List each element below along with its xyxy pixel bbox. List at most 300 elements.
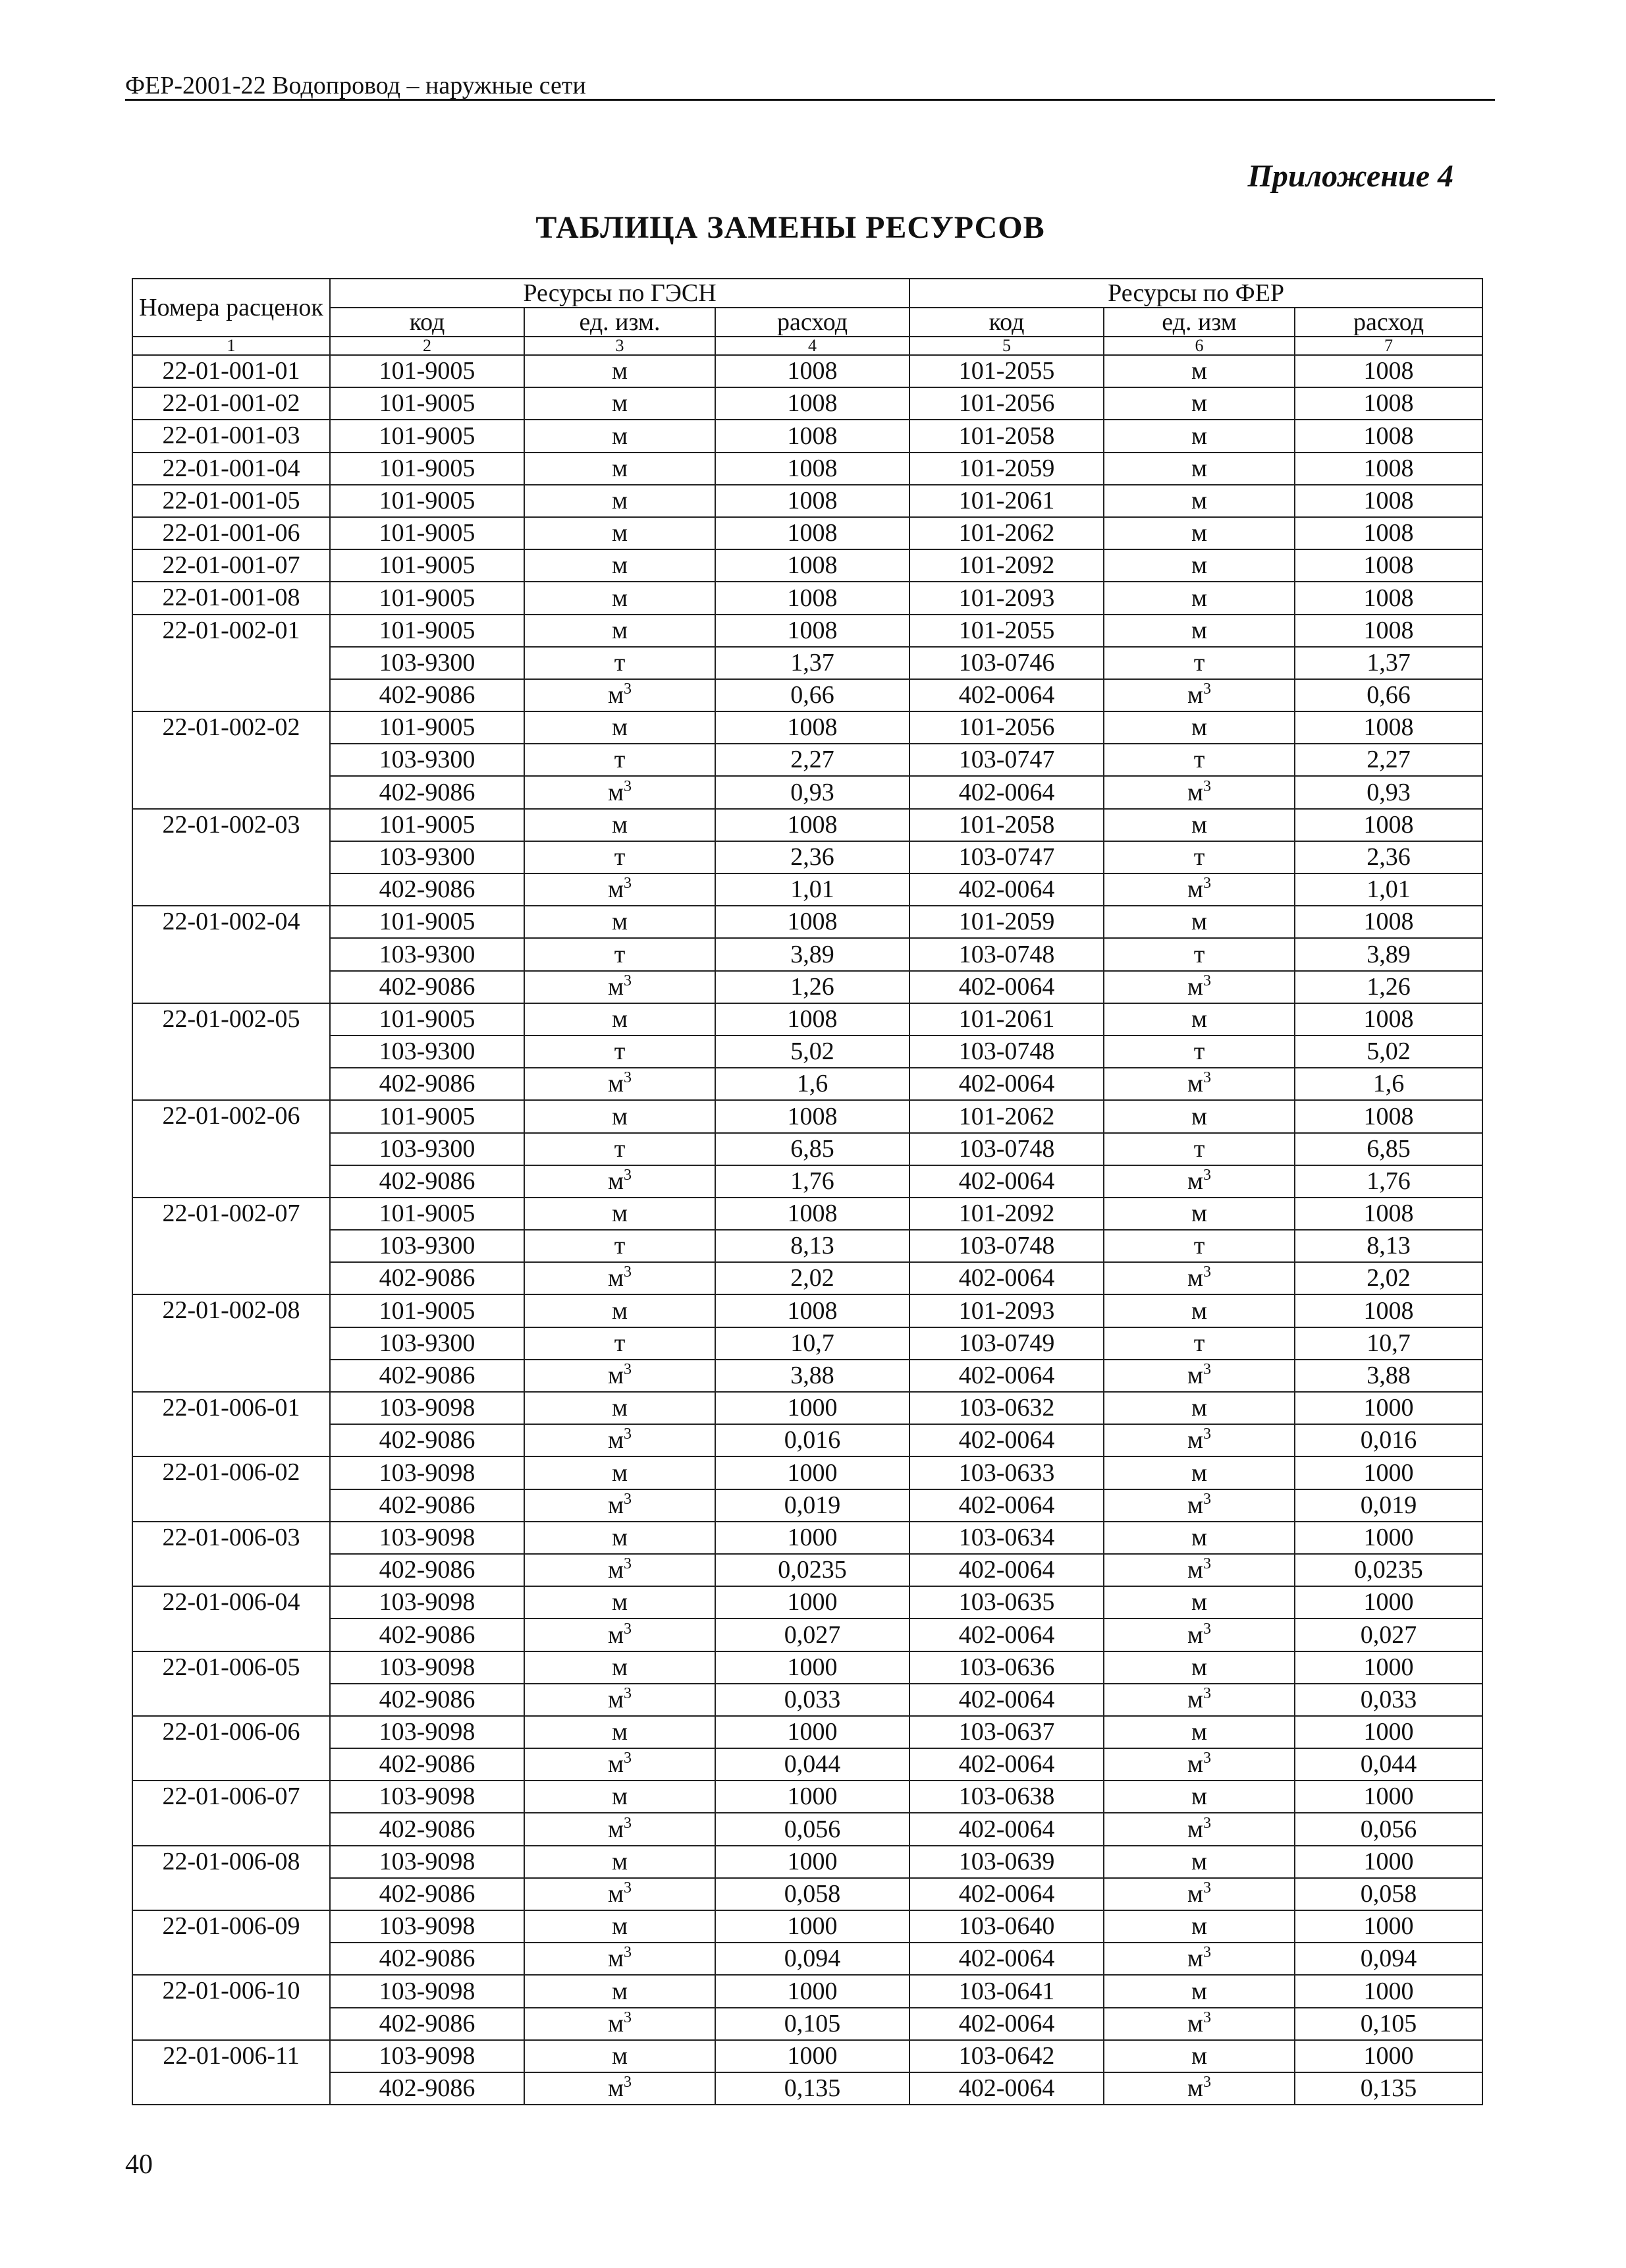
col-number: 2 [330,337,524,355]
gesn-unit-cell: м [524,809,715,841]
table-row [132,1068,1482,1100]
fer-amount-cell: 5,02 [1295,1036,1482,1068]
gesn-unit-cell: м [524,1100,715,1132]
gesn-code-cell: 103-9098 [330,1522,524,1554]
table-row [132,971,1482,1003]
fer-amount-cell: 0,056 [1295,1813,1482,1845]
fer-code-cell: 402-0064 [909,1813,1104,1845]
fer-amount-cell: 1008 [1295,906,1482,938]
fer-unit-cell: $м^3$ [1104,2072,1295,2105]
gesn-amount-cell: 3,88 [715,1360,909,1392]
fer-code-cell: 101-2093 [909,582,1104,614]
gesn-amount-cell: 1000 [715,1586,909,1618]
table-row [132,1489,1482,1522]
gesn-code-cell: 402-9086 [330,1489,524,1522]
fer-amount-cell: 1000 [1295,1586,1482,1618]
rate-number-cell: 22-01-006-03 [132,1522,330,1586]
gesn-amount-cell: 0,033 [715,1684,909,1716]
gesn-amount-cell: 1008 [715,1198,909,1230]
gesn-code-cell: 402-9086 [330,1748,524,1781]
fer-code-cell: 103-0638 [909,1781,1104,1813]
fer-code-cell: 402-0064 [909,1489,1104,1522]
gesn-unit-cell: $м^3$ [524,1068,715,1100]
fer-amount-cell: 0,93 [1295,776,1482,808]
table-row [132,841,1482,873]
table-row [132,1684,1482,1716]
fer-unit-cell: $м^3$ [1104,1878,1295,1910]
fer-code-cell: 103-0748 [909,938,1104,970]
running-header: ФЕР-2001-22 Водопровод – наружные сети [125,72,586,99]
fer-code-cell: 101-2059 [909,906,1104,938]
rate-number-cell: 22-01-006-08 [132,1846,330,1910]
fer-unit-cell: м [1104,2040,1295,2072]
gesn-amount-cell: 2,36 [715,841,909,873]
gesn-code-cell: 103-9098 [330,1781,524,1813]
fer-unit-cell: м [1104,549,1295,582]
fer-unit-cell: м [1104,1100,1295,1132]
table-row [132,615,1482,647]
fer-amount-cell: 1000 [1295,1392,1482,1424]
fer-code-cell: 103-0637 [909,1716,1104,1748]
gesn-code-cell: 402-9086 [330,1165,524,1198]
gesn-amount-cell: 1008 [715,1100,909,1132]
fer-code-cell: 103-0748 [909,1036,1104,1068]
gesn-amount-cell: 0,094 [715,1943,909,1975]
gesn-code-cell: 101-9005 [330,582,524,614]
fer-amount-cell: 0,033 [1295,1684,1482,1716]
table-row [132,1781,1482,1813]
gesn-unit-cell: м [524,1781,715,1813]
fer-unit-cell: $м^3$ [1104,971,1295,1003]
gesn-amount-cell: 1000 [715,1910,909,1943]
gesn-code-cell: 402-9086 [330,873,524,906]
fer-unit-cell: м [1104,1456,1295,1489]
fer-amount-cell: 10,7 [1295,1327,1482,1360]
fer-unit-cell: т [1104,1133,1295,1165]
gesn-unit-cell: м [524,387,715,420]
gesn-amount-cell: 0,0235 [715,1554,909,1586]
gesn-unit-cell: $м^3$ [524,679,715,711]
fer-amount-cell: 1008 [1295,615,1482,647]
fer-unit-cell: т [1104,938,1295,970]
gesn-amount-cell: 0,019 [715,1489,909,1522]
gesn-code-cell: 402-9086 [330,1684,524,1716]
fer-amount-cell: 1000 [1295,1975,1482,2007]
fer-unit-cell: т [1104,1036,1295,1068]
fer-amount-cell: 1008 [1295,549,1482,582]
gesn-amount-cell: 1,37 [715,647,909,679]
gesn-unit-cell: $м^3$ [524,1424,715,1456]
fer-code-cell: 103-0633 [909,1456,1104,1489]
gesn-amount-cell: 1008 [715,485,909,517]
fer-unit-cell: м [1104,1910,1295,1943]
gesn-unit-cell: $м^3$ [524,2008,715,2040]
gesn-amount-cell: 1008 [715,615,909,647]
fer-unit-cell: $м^3$ [1104,1068,1295,1100]
gesn-amount-cell: 0,058 [715,1878,909,1910]
fer-amount-cell: 1008 [1295,1100,1482,1132]
gesn-code-cell: 402-9086 [330,679,524,711]
gesn-amount-cell: 1000 [715,1781,909,1813]
fer-amount-cell: 1,01 [1295,873,1482,906]
gesn-unit-cell: м [524,1716,715,1748]
col-number: 7 [1295,337,1482,355]
rate-number-cell: 22-01-002-07 [132,1198,330,1295]
rate-number-cell: 22-01-006-06 [132,1716,330,1781]
fer-unit-cell: т [1104,647,1295,679]
gesn-amount-cell: 1,6 [715,1068,909,1100]
table-row [132,1100,1482,1132]
table-row [132,1813,1482,1845]
rate-number-cell: 22-01-002-02 [132,711,330,809]
rate-number-cell: 22-01-001-05 [132,485,330,517]
gesn-unit-cell: $м^3$ [524,1748,715,1781]
fer-unit-cell: м [1104,615,1295,647]
gesn-unit-cell: $м^3$ [524,1813,715,1845]
gesn-code-cell: 103-9300 [330,1036,524,1068]
table-row [132,873,1482,906]
rate-number-cell: 22-01-001-06 [132,517,330,549]
fer-unit-cell: м [1104,1522,1295,1554]
col-number: 5 [909,337,1104,355]
gesn-code-cell: 101-9005 [330,453,524,485]
table-row [132,355,1482,387]
gesn-code-cell: 101-9005 [330,1294,524,1327]
gesn-amount-cell: 1,01 [715,873,909,906]
col-header-gesn-code: код [330,308,524,337]
fer-amount-cell: 3,89 [1295,938,1482,970]
table-row [132,420,1482,452]
gesn-unit-cell: м [524,1846,715,1878]
gesn-unit-cell: $м^3$ [524,1878,715,1910]
fer-code-cell: 103-0748 [909,1133,1104,1165]
fer-amount-cell: 0,0235 [1295,1554,1482,1586]
fer-amount-cell: 1008 [1295,420,1482,452]
page-number: 40 [125,2149,153,2180]
gesn-code-cell: 101-9005 [330,517,524,549]
col-group-fer: Ресурсы по ФЕР [909,279,1482,308]
fer-unit-cell: м [1104,809,1295,841]
rate-number-cell: 22-01-006-05 [132,1651,330,1716]
gesn-code-cell: 103-9300 [330,938,524,970]
gesn-unit-cell: т [524,647,715,679]
fer-unit-cell: $м^3$ [1104,679,1295,711]
gesn-amount-cell: 1,76 [715,1165,909,1198]
fer-amount-cell: 0,058 [1295,1878,1482,1910]
table-row [132,1198,1482,1230]
gesn-code-cell: 101-9005 [330,906,524,938]
rate-number-cell: 22-01-006-02 [132,1456,330,1521]
fer-code-cell: 402-0064 [909,2072,1104,2105]
gesn-amount-cell: 1008 [715,387,909,420]
table-row [132,744,1482,776]
table-row [132,1230,1482,1262]
fer-unit-cell: м [1104,906,1295,938]
gesn-code-cell: 101-9005 [330,1003,524,1036]
gesn-code-cell: 402-9086 [330,776,524,808]
fer-unit-cell: $м^3$ [1104,1424,1295,1456]
rate-number-cell: 22-01-002-08 [132,1294,330,1392]
table-row [132,1586,1482,1618]
table-row [132,2008,1482,2040]
fer-code-cell: 402-0064 [909,971,1104,1003]
fer-unit-cell: $м^3$ [1104,1360,1295,1392]
gesn-unit-cell: м [524,1522,715,1554]
gesn-code-cell: 101-9005 [330,549,524,582]
fer-amount-cell: 1000 [1295,1716,1482,1748]
resource-replacement-table [132,278,1483,2105]
table-row [132,1262,1482,1294]
fer-code-cell: 103-0632 [909,1392,1104,1424]
gesn-unit-cell: т [524,938,715,970]
gesn-amount-cell: 0,027 [715,1618,909,1651]
fer-amount-cell: 1008 [1295,711,1482,744]
fer-code-cell: 101-2093 [909,1294,1104,1327]
gesn-unit-cell: м [524,1975,715,2007]
gesn-unit-cell: м [524,420,715,452]
rate-number-cell: 22-01-002-06 [132,1100,330,1198]
table-row [132,1165,1482,1198]
gesn-code-cell: 103-9300 [330,647,524,679]
rate-number-cell: 22-01-006-10 [132,1975,330,2039]
fer-code-cell: 402-0064 [909,679,1104,711]
col-number: 6 [1104,337,1295,355]
gesn-code-cell: 402-9086 [330,1360,524,1392]
fer-amount-cell: 1000 [1295,1781,1482,1813]
gesn-code-cell: 103-9098 [330,1586,524,1618]
table-row [132,1943,1482,1975]
fer-amount-cell: 2,02 [1295,1262,1482,1294]
fer-code-cell: 101-2055 [909,615,1104,647]
col-number: 1 [132,337,330,355]
gesn-amount-cell: 1008 [715,453,909,485]
gesn-amount-cell: 1,26 [715,971,909,1003]
gesn-code-cell: 402-9086 [330,2008,524,2040]
gesn-amount-cell: 0,135 [715,2072,909,2105]
table-row [132,679,1482,711]
fer-unit-cell: м [1104,387,1295,420]
fer-code-cell: 101-2092 [909,549,1104,582]
gesn-amount-cell: 1008 [715,809,909,841]
fer-amount-cell: 1008 [1295,517,1482,549]
fer-code-cell: 402-0064 [909,776,1104,808]
fer-unit-cell: м [1104,1003,1295,1036]
fer-amount-cell: 1,26 [1295,971,1482,1003]
gesn-code-cell: 402-9086 [330,1813,524,1845]
fer-code-cell: 103-0634 [909,1522,1104,1554]
fer-code-cell: 402-0064 [909,1943,1104,1975]
gesn-code-cell: 101-9005 [330,615,524,647]
gesn-code-cell: 402-9086 [330,971,524,1003]
gesn-unit-cell: $м^3$ [524,1618,715,1651]
fer-amount-cell: 1000 [1295,1910,1482,1943]
gesn-unit-cell: м [524,711,715,744]
fer-unit-cell: $м^3$ [1104,1813,1295,1845]
rate-number-cell: 22-01-001-08 [132,582,330,614]
fer-amount-cell: 0,044 [1295,1748,1482,1781]
header-rule [125,99,1495,101]
gesn-amount-cell: 0,044 [715,1748,909,1781]
fer-amount-cell: 0,135 [1295,2072,1482,2105]
col-header-fer-amount: расход [1295,308,1482,337]
gesn-unit-cell: $м^3$ [524,1262,715,1294]
fer-code-cell: 101-2061 [909,1003,1104,1036]
table-row [132,938,1482,970]
fer-amount-cell: 1008 [1295,453,1482,485]
fer-amount-cell: 2,36 [1295,841,1482,873]
page-title: ТАБЛИЦА ЗАМЕНЫ РЕСУРСОВ [535,210,1045,245]
gesn-code-cell: 103-9098 [330,1716,524,1748]
fer-unit-cell: м [1104,485,1295,517]
fer-code-cell: 103-0635 [909,1586,1104,1618]
gesn-code-cell: 402-9086 [330,1262,524,1294]
gesn-unit-cell: $м^3$ [524,1489,715,1522]
gesn-amount-cell: 0,056 [715,1813,909,1845]
fer-unit-cell: т [1104,841,1295,873]
gesn-amount-cell: 1008 [715,1294,909,1327]
gesn-code-cell: 101-9005 [330,1198,524,1230]
rate-number-cell: 22-01-001-04 [132,453,330,485]
table-row [132,1910,1482,1943]
rate-number-cell: 22-01-002-05 [132,1003,330,1101]
table-row [132,776,1482,808]
fer-amount-cell: 0,66 [1295,679,1482,711]
fer-unit-cell: м [1104,1975,1295,2007]
gesn-amount-cell: 1008 [715,1003,909,1036]
gesn-code-cell: 402-9086 [330,1878,524,1910]
table-row [132,809,1482,841]
gesn-code-cell: 402-9086 [330,2072,524,2105]
fer-unit-cell: $м^3$ [1104,1943,1295,1975]
table-row [132,1392,1482,1424]
gesn-code-cell: 101-9005 [330,387,524,420]
table-row [132,1294,1482,1327]
fer-code-cell: 103-0642 [909,2040,1104,2072]
rate-number-cell: 22-01-002-03 [132,809,330,906]
gesn-code-cell: 402-9086 [330,1618,524,1651]
gesn-unit-cell: $м^3$ [524,1684,715,1716]
gesn-code-cell: 101-9005 [330,1100,524,1132]
fer-code-cell: 103-0640 [909,1910,1104,1943]
table-row [132,1618,1482,1651]
table-row [132,1456,1482,1489]
gesn-code-cell: 103-9098 [330,2040,524,2072]
fer-amount-cell: 1008 [1295,1294,1482,1327]
fer-amount-cell: 1008 [1295,355,1482,387]
gesn-amount-cell: 1000 [715,1392,909,1424]
fer-code-cell: 101-2058 [909,420,1104,452]
fer-code-cell: 402-0064 [909,1068,1104,1100]
gesn-code-cell: 101-9005 [330,485,524,517]
gesn-code-cell: 103-9098 [330,1975,524,2007]
rate-number-cell: 22-01-001-01 [132,355,330,387]
gesn-unit-cell: т [524,1230,715,1262]
fer-amount-cell: 1008 [1295,809,1482,841]
fer-unit-cell: м [1104,1392,1295,1424]
gesn-unit-cell: м [524,1586,715,1618]
fer-unit-cell: м [1104,1294,1295,1327]
table-row [132,1360,1482,1392]
gesn-code-cell: 101-9005 [330,809,524,841]
gesn-unit-cell: $м^3$ [524,971,715,1003]
gesn-code-cell: 103-9300 [330,1133,524,1165]
fer-code-cell: 402-0064 [909,1748,1104,1781]
gesn-code-cell: 103-9098 [330,1846,524,1878]
rate-number-cell: 22-01-006-01 [132,1392,330,1456]
fer-code-cell: 402-0064 [909,873,1104,906]
gesn-unit-cell: $м^3$ [524,1554,715,1586]
gesn-code-cell: 402-9086 [330,1068,524,1100]
table-row [132,1424,1482,1456]
fer-code-cell: 101-2055 [909,355,1104,387]
table-row [132,2040,1482,2072]
gesn-unit-cell: м [524,1456,715,1489]
gesn-amount-cell: 1008 [715,517,909,549]
fer-amount-cell: 0,105 [1295,2008,1482,2040]
fer-code-cell: 103-0641 [909,1975,1104,2007]
gesn-unit-cell: $м^3$ [524,2072,715,2105]
gesn-unit-cell: м [524,1910,715,1943]
fer-code-cell: 103-0749 [909,1327,1104,1360]
fer-code-cell: 402-0064 [909,1360,1104,1392]
col-header-fer-code: код [909,308,1104,337]
fer-amount-cell: 1008 [1295,1198,1482,1230]
gesn-code-cell: 103-9098 [330,1910,524,1943]
gesn-unit-cell: м [524,1003,715,1036]
gesn-unit-cell: м [524,1198,715,1230]
table-row [132,1716,1482,1748]
rate-number-cell: 22-01-001-07 [132,549,330,582]
fer-unit-cell: $м^3$ [1104,1554,1295,1586]
gesn-code-cell: 103-9098 [330,1456,524,1489]
rate-number-cell: 22-01-006-11 [132,2040,330,2105]
table-row [132,1133,1482,1165]
gesn-code-cell: 103-9098 [330,1651,524,1684]
fer-code-cell: 103-0747 [909,841,1104,873]
fer-code-cell: 402-0064 [909,2008,1104,2040]
gesn-amount-cell: 10,7 [715,1327,909,1360]
fer-unit-cell: м [1104,711,1295,744]
fer-unit-cell: м [1104,420,1295,452]
gesn-amount-cell: 5,02 [715,1036,909,1068]
gesn-amount-cell: 1000 [715,1522,909,1554]
gesn-unit-cell: м [524,582,715,614]
fer-unit-cell: $м^3$ [1104,1618,1295,1651]
gesn-unit-cell: $м^3$ [524,873,715,906]
gesn-amount-cell: 1000 [715,1975,909,2007]
gesn-unit-cell: м [524,355,715,387]
fer-unit-cell: т [1104,744,1295,776]
fer-amount-cell: 0,016 [1295,1424,1482,1456]
gesn-amount-cell: 1000 [715,1651,909,1684]
gesn-amount-cell: 1000 [715,1456,909,1489]
fer-code-cell: 101-2092 [909,1198,1104,1230]
gesn-amount-cell: 1008 [715,549,909,582]
table-row [132,1522,1482,1554]
fer-code-cell: 402-0064 [909,1165,1104,1198]
gesn-unit-cell: т [524,744,715,776]
gesn-amount-cell: 1000 [715,1716,909,1748]
fer-code-cell: 101-2059 [909,453,1104,485]
fer-unit-cell: $м^3$ [1104,776,1295,808]
gesn-unit-cell: м [524,2040,715,2072]
fer-amount-cell: 1,6 [1295,1068,1482,1100]
fer-unit-cell: т [1104,1327,1295,1360]
fer-amount-cell: 1000 [1295,1651,1482,1684]
rate-number-cell: 22-01-006-09 [132,1910,330,1975]
table-row [132,1748,1482,1781]
fer-unit-cell: $м^3$ [1104,1748,1295,1781]
